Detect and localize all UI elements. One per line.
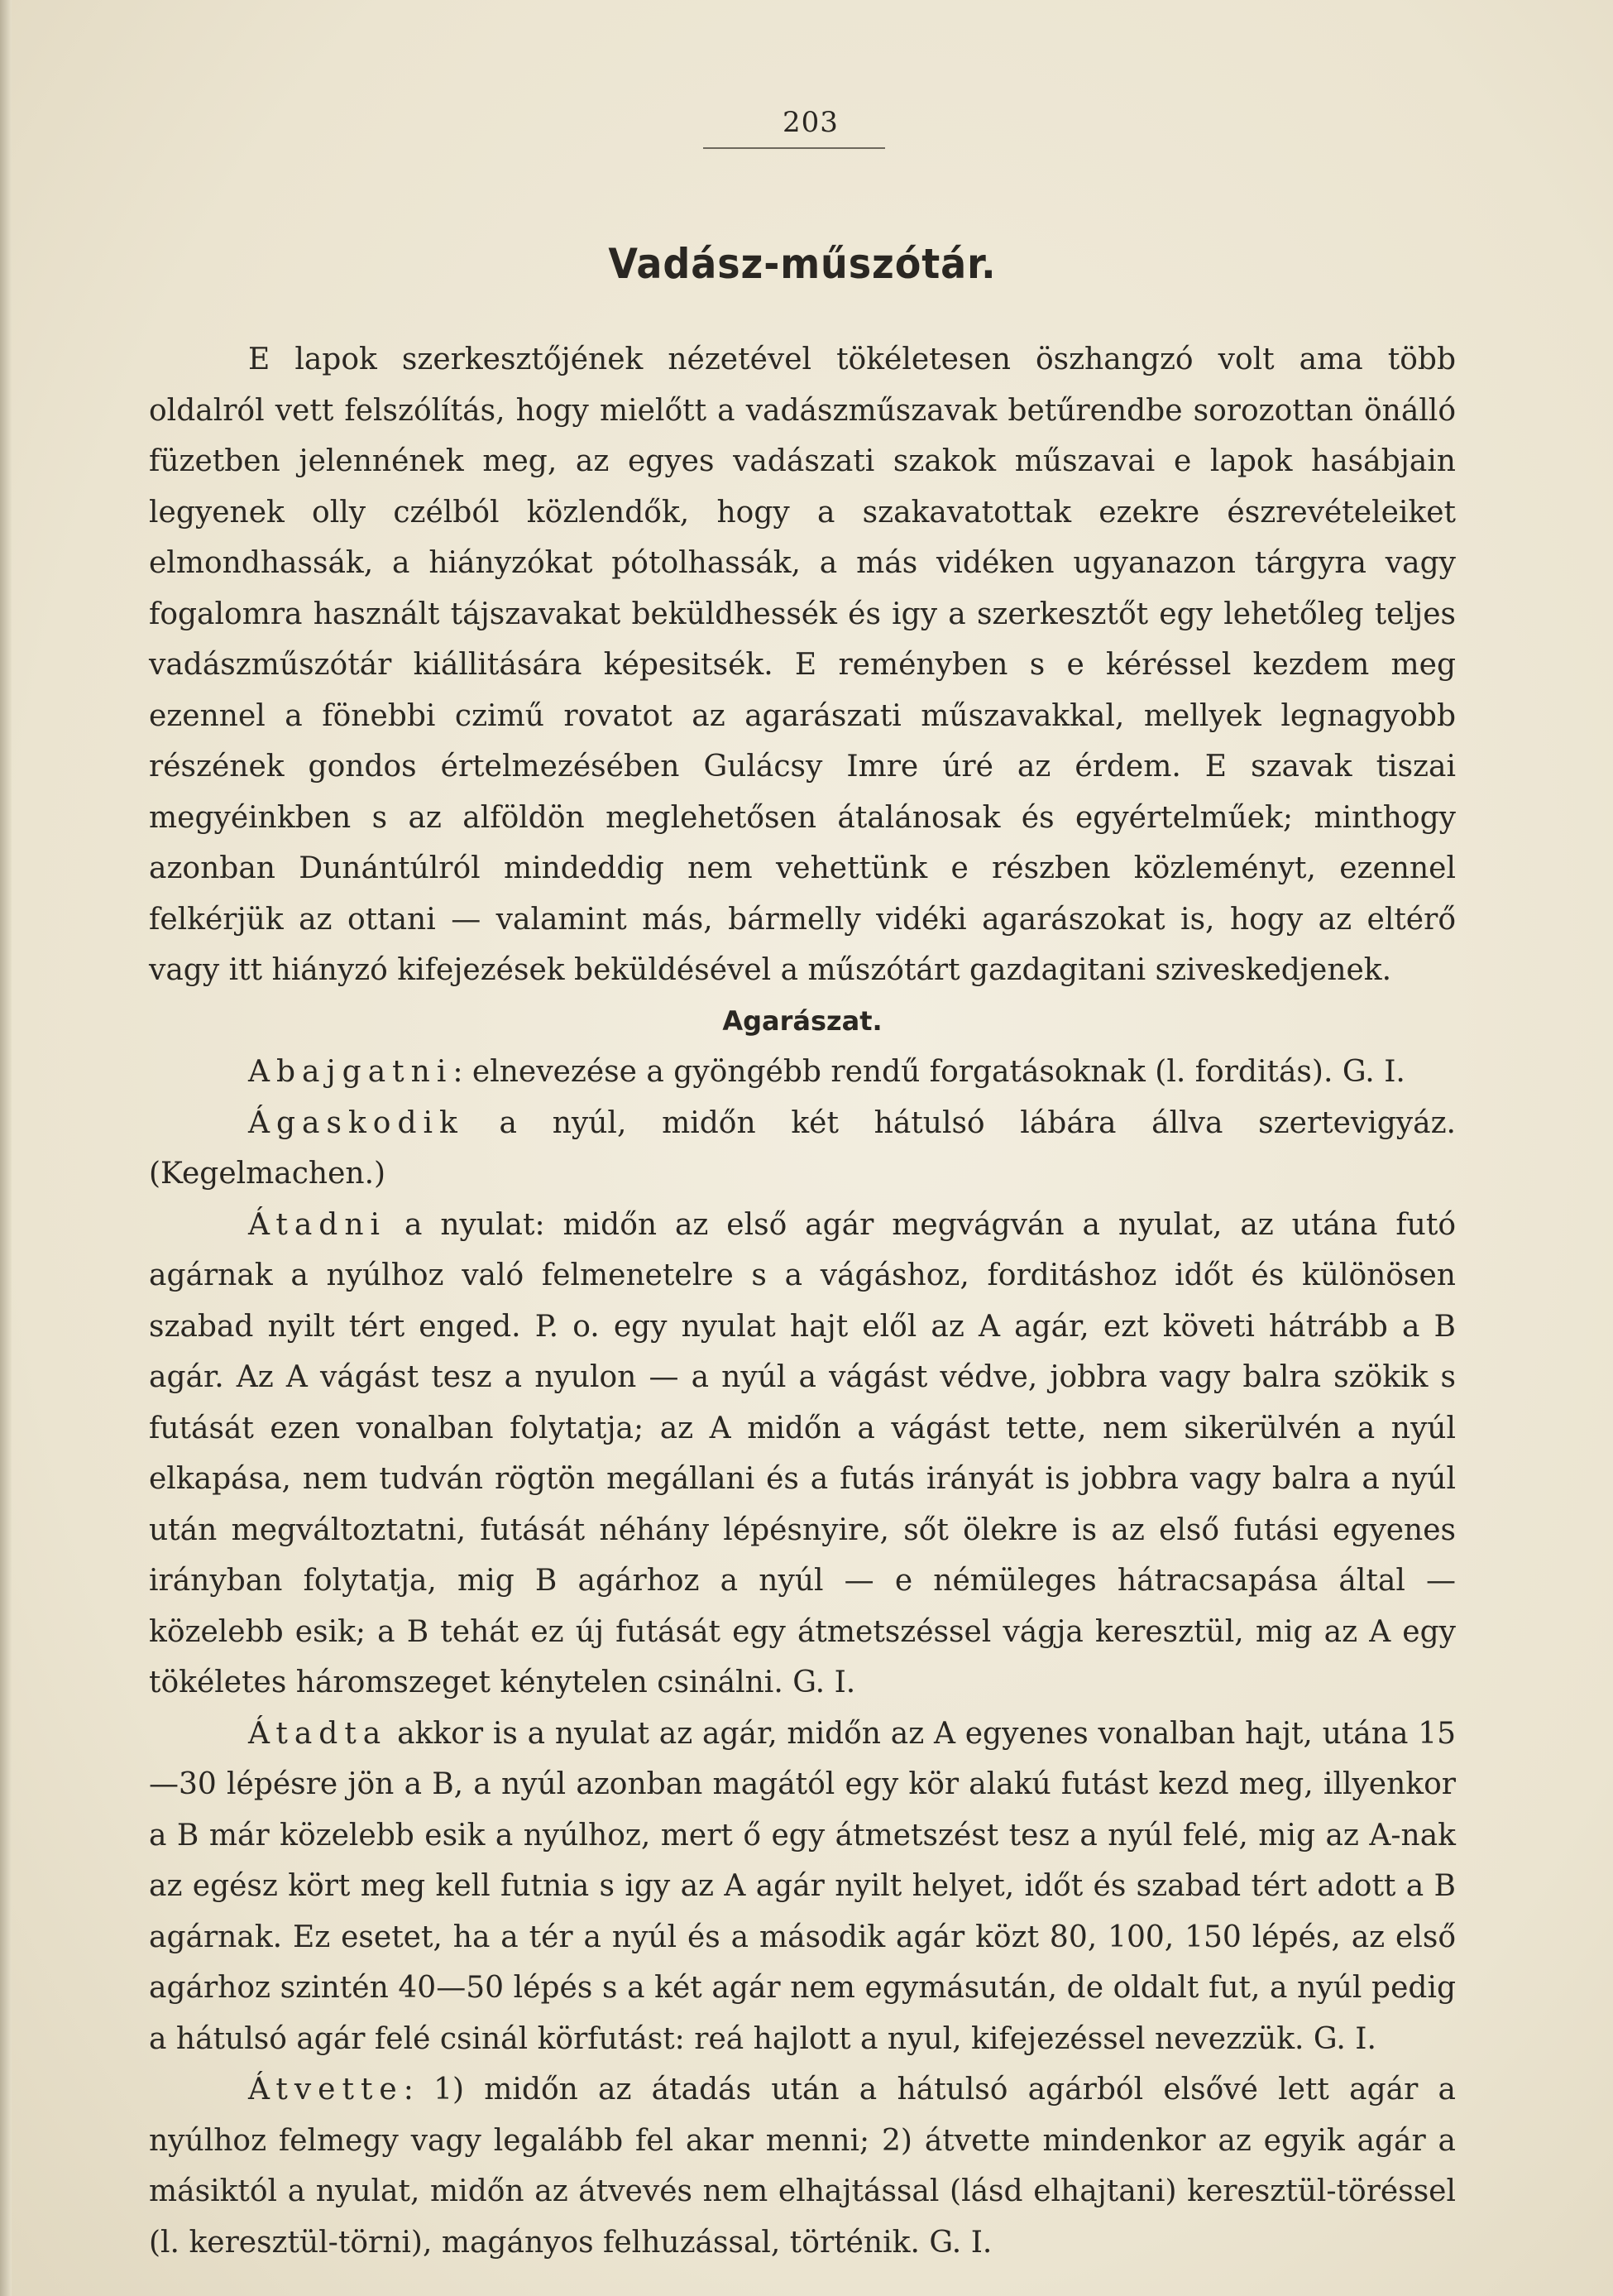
entry-text: akkor is a nyulat az agár, midőn az A egyenes vonalban hajt, utána 15—30 lépésre jön a B, a nyúl azonban magától egy kör alakú futást kezd meg, illyenkor a B már közelebb esik a nyúlhoz, mert ő egy átmetszést tesz a nyúl felé, mig az A-nak az egész kört meg kell futnia s igy az A agár nyilt helyet, időt és szabad tért adott a B agárnak. Ez esetet, ha a tér a nyúl és a második agár közt 80, 100, 150 lépés, az első agárhoz szintén 40—50 lépés s a két agár nem egymásután, de oldalt fut, a nyúl pedig a hátulsó agár felé csinál körfutást: reá hajlott a nyul, kifejezéssel nevezzük. G. I. xyxy=(149,1716,1456,2056)
entry xyxy=(149,2064,1456,2268)
body-text xyxy=(149,334,1456,2268)
entry xyxy=(149,1709,1456,2065)
entry-text: a nyúl, midőn két hátulsó lábára állva szertevigyáz. (Kegelmachen.) xyxy=(149,1105,1456,1191)
entry xyxy=(149,1098,1456,1200)
section-heading: Agarászat. xyxy=(722,1004,883,1037)
page-number: 203 xyxy=(783,106,839,139)
entry-text: a nyulat: midőn az első agár megvágván a nyulat, az utána futó agárnak a nyúlhoz való felmenetelre s a vágáshoz, forditáshoz időt és különösen szabad nyilt tért enged. P. o. egy nyulat hajt elől az A agár, ezt követi hátrább a B agár. Az A vágást tesz a nyulon — a nyúl a vágást védve, jobbra vagy balra szökik s futását ezen vonalban folytatja; az A midőn a vágást tette, nem sikerülvén a nyúl elkapása, nem tudván rögtön megállani és a futás irányát is jobbra vagy balra a nyúl után megváltoztatni, futását néhány lépésnyire, sőt ölekre is az első futási egyenes irányban folytatja, mig B agárhoz a nyúl — e némüleges hátracsapása által — közelebb esik; a B tehát ez új futását egy átmetszéssel vágja keresztül, mig az A egy tökéletes háromszeget kénytelen csinálni. G. I. xyxy=(149,1207,1456,1699)
page-number-rule xyxy=(703,147,885,149)
entry xyxy=(149,1200,1456,1709)
page-spine xyxy=(0,0,12,2296)
entry xyxy=(149,1047,1456,1098)
entry-text: : 1) midőn az átadás után a hátulsó agárból elsővé lett agár a nyúlhoz felmegy vagy legalább fel akar menni; 2) átvette mindenkor az egyik agár a másiktól a nyulat, midőn az átvevés nem elhajtással (lásd elhajtani) keresztül-töréssel (l. keresztül-törni), magányos felhuzással, történik. G. I. xyxy=(149,2073,1456,2260)
entry-term: Átvette xyxy=(248,2073,404,2107)
intro-paragraph: E lapok szerkesztőjének nézetével tökéletesen öszhangzó volt ama több oldalról vett felszólítás, hogy mielőtt a vadászműszavak betűrendbe sorozottan önálló füzetben jelennének meg, az egyes vadászati szakok műszavai e lapok hasábjain legyenek olly czélból közlendők, hogy a szakavatottak ezekre észrevételeiket elmondhassák, a hiányzókat pótolhassák, a más vidéken ugyanazon tárgyra vagy fogalomra használt tájszavakat beküldhessék és igy a szerkesztőt egy lehetőleg teljes vadászműszótár kiállitására képesitsék. E reményben s e kéréssel kezdem meg ezennel a fönebbi czimű rovatot az agarászati műszavakkal, mellyek legnagyobb részének gondos értelmezésében Gulácsy Imre úré az érdem. E szavak tiszai megyéinkben s az alföldön meglehetősen átalánosak és egyértelműek; minthogy azonban Dunántúlról mindeddig nem vehettünk e részben közleményt, ezennel felkérjük az ottani — valamint más, bármelly vidéki agarászokat is, hogy az eltérő vagy itt hiányzó kifejezések beküldésével a műszótárt gazdagitani sziveskedjenek. xyxy=(149,343,1456,987)
entry-text: : elnevezése a gyöngébb rendű forgatásoknak (l. forditás). G. I. xyxy=(452,1055,1405,1089)
page-title: Vadász-műszótár. xyxy=(608,240,997,288)
entry-term: Abajgatni xyxy=(248,1055,453,1089)
entry-term: Átadta xyxy=(248,1716,388,1751)
entry-term: Ágaskodik xyxy=(248,1105,464,1140)
entry-term: Átadni xyxy=(248,1207,387,1242)
